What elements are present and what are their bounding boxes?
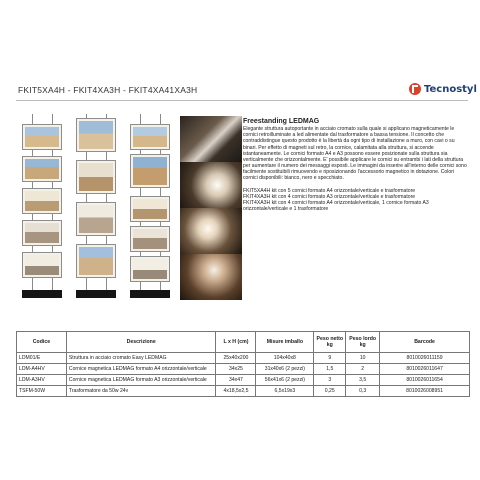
column-header: L x H (cm) bbox=[216, 332, 256, 353]
cell-gross-weight: 0,3 bbox=[346, 386, 380, 397]
product-table bbox=[16, 331, 470, 397]
detail-photo bbox=[180, 254, 242, 300]
cell-barcode: 8010026011159 bbox=[380, 353, 470, 364]
page-title: FKIT5XA4H - FKIT4XA3H - FKIT4XA41XA3H bbox=[18, 85, 198, 95]
table-row bbox=[17, 375, 470, 386]
stand-frame bbox=[130, 226, 170, 252]
column-header: Codice bbox=[17, 332, 67, 353]
column-header: Peso netto kg bbox=[314, 332, 346, 353]
description-title: Freestanding LEDMAG bbox=[243, 118, 320, 125]
stand-frame bbox=[76, 118, 116, 152]
kit-list bbox=[243, 188, 468, 213]
cell-code: TSFM-50W bbox=[17, 386, 67, 397]
cell-dimensions: 34x47 bbox=[216, 375, 256, 386]
stand-frame bbox=[130, 154, 170, 188]
kit-item: FKIT4XA3H kit con 4 cornici formato A3 orizzontale/verticale e trasformatore bbox=[243, 193, 416, 200]
detail-photo bbox=[180, 162, 242, 208]
stand-frame bbox=[130, 124, 170, 150]
cell-net-weight: 3 bbox=[314, 375, 346, 386]
stand-frame bbox=[130, 256, 170, 282]
cell-gross-weight: 2 bbox=[346, 364, 380, 375]
cell-barcode: 8010026011647 bbox=[380, 364, 470, 375]
brand-logo-icon bbox=[409, 83, 421, 95]
cell-gross-weight: 3,5 bbox=[346, 375, 380, 386]
cell-dimensions: 4x18,5x2,5 bbox=[216, 386, 256, 397]
cell-net-weight: 9 bbox=[314, 353, 346, 364]
product-stands-illustration bbox=[16, 110, 176, 306]
stand-4xa3 bbox=[74, 114, 118, 304]
stand-base bbox=[22, 290, 62, 298]
stand-base bbox=[130, 290, 170, 298]
stand-frame bbox=[76, 244, 116, 278]
detail-photos bbox=[180, 116, 242, 300]
column-header: Barcode bbox=[380, 332, 470, 353]
stand-frame bbox=[22, 124, 62, 150]
column-header: Peso lordo kg bbox=[346, 332, 380, 353]
cell-barcode: 8010026008951 bbox=[380, 386, 470, 397]
cell-gross-weight: 10 bbox=[346, 353, 380, 364]
cell-description: Cornice magnetica LEDMAG formato A3 orizzontale/verticale bbox=[66, 375, 216, 386]
stand-4xa4-1xa3 bbox=[128, 114, 172, 304]
kit-item: FKIT5XA4H kit con 5 cornici formato A4 orizzontale/verticale e trasformatore bbox=[243, 187, 416, 194]
description-body: Elegante struttura autoportante in acciaio cromato sulla quale si applicano magneticamente le cornici retroilluminate a led alimentate dal trasformatore a bassa tensione. Il concetto che contraddistingue questo prodotto è la libertà da ogni tipo di installazione a muro, con cavi o su binari. Per effetto di magneti sul retro, la cornice, calamitata alla struttura, si accende istantaneamente. Le cornici formato A4 e A3 possono essere posizionate sulla struttura sia verticalmente che orizzontalmente. E' possibile applicare le cornici su entrambi i lati della struttura per aumentare il numero dei messaggi esposti. Le immagini da inserire all'interno delle cornici sono facilmente sostituibili rimuovendo e riposizionando l'accessorio magnetico in dotazione. Colori cornici disponibili: bianco, nero e specchiato. bbox=[243, 126, 467, 182]
table-row bbox=[17, 386, 470, 397]
header-divider bbox=[16, 100, 468, 101]
table-row bbox=[17, 353, 470, 364]
column-header: Descrizione bbox=[66, 332, 216, 353]
detail-photo bbox=[180, 208, 242, 254]
cell-code: LDM-A3HV bbox=[17, 375, 67, 386]
kit-item: FKIT4XA3H kit con 4 cornici formato A4 orizzontale/verticale, 1 cornice formato A3 orizzontale/verticale e 1 trasformatore bbox=[243, 199, 429, 213]
cell-net-weight: 0,25 bbox=[314, 386, 346, 397]
product-description bbox=[243, 119, 468, 212]
stand-frame bbox=[22, 156, 62, 182]
stand-base bbox=[76, 290, 116, 298]
cell-code: LDM-A4HV bbox=[17, 364, 67, 375]
cell-description: Cornice magnetica LEDMAG formato A4 orizzontale/verticale bbox=[66, 364, 216, 375]
cell-packaging: 104x40x8 bbox=[256, 353, 314, 364]
brand-name: Tecnostyl bbox=[424, 83, 477, 95]
stand-frame bbox=[22, 188, 62, 214]
cell-barcode: 8010026011654 bbox=[380, 375, 470, 386]
stand-frame bbox=[76, 202, 116, 236]
column-header: Misure imballo bbox=[256, 332, 314, 353]
stand-frame bbox=[130, 196, 170, 222]
table-header-row bbox=[17, 332, 470, 353]
brand-logo bbox=[409, 83, 477, 95]
cell-packaging: 31x40x6 (2 pezzi) bbox=[256, 364, 314, 375]
cell-description: Struttura in acciaio cromato Easy LEDMAG bbox=[66, 353, 216, 364]
cell-dimensions: 25x40x200 bbox=[216, 353, 256, 364]
cell-packaging: 6,5x19x3 bbox=[256, 386, 314, 397]
stand-5xa4 bbox=[20, 114, 64, 304]
stand-frame bbox=[22, 220, 62, 246]
cell-packaging: 56x41x6 (2 pezzi) bbox=[256, 375, 314, 386]
stand-frame bbox=[22, 252, 62, 278]
cell-description: Trasformatore da 50w 24v bbox=[66, 386, 216, 397]
cell-net-weight: 1,5 bbox=[314, 364, 346, 375]
stand-frame bbox=[76, 160, 116, 194]
table-row bbox=[17, 364, 470, 375]
detail-photo bbox=[180, 116, 242, 162]
cell-dimensions: 34x25 bbox=[216, 364, 256, 375]
cell-code: LDM01/E bbox=[17, 353, 67, 364]
